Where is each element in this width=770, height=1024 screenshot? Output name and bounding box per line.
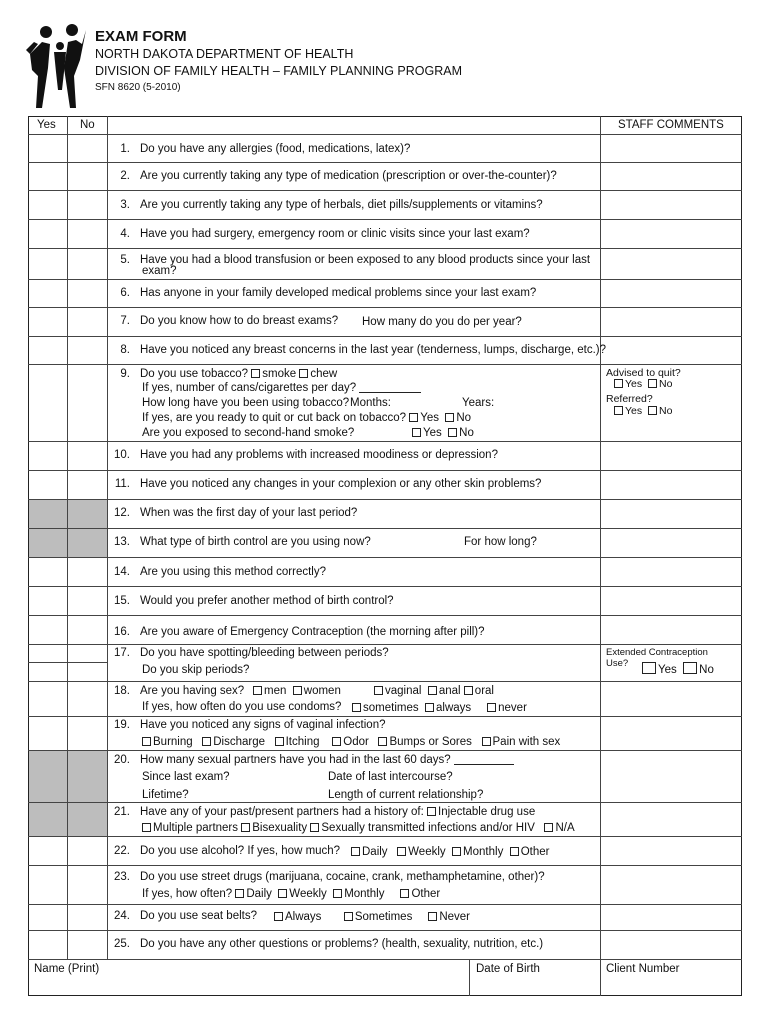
question-18-condoms: If yes, how often do you use condoms? [142, 701, 342, 713]
question-6: 6. Has anyone in your family developed medical problems since your last exam? [120, 287, 537, 299]
name-print-field[interactable]: Name (Print) [34, 963, 100, 975]
question-24: 24. Do you use seat belts? [114, 910, 257, 922]
question-18: 18. Are you having sex? [114, 685, 245, 697]
partners-60-days-field[interactable] [454, 754, 514, 765]
staff-comments-header: STAFF COMMENTS [618, 119, 724, 131]
drugs-other-checkbox[interactable] [400, 889, 409, 898]
question-22: 22. Do you use alcohol? If yes, how much? [114, 845, 341, 857]
question-4: 4. Have you had surgery, emergency room or clinic visits since your last exam? [120, 228, 530, 240]
alcohol-options: Daily Weekly Monthly Other [351, 846, 549, 858]
sti-checkbox[interactable] [310, 823, 319, 832]
oral-checkbox[interactable] [464, 686, 473, 695]
question-18-partners: men women [253, 685, 341, 697]
question-1: 1. Do you have any allergies (food, medications, latex)? [120, 143, 411, 155]
yes-no-divider [67, 116, 68, 960]
referred-label: Referred? [606, 393, 653, 405]
question-3: 3. Are you currently taking any type of herbals, diet pills/supplements or vitamins? [120, 199, 543, 211]
question-23-frequency: If yes, how often? Daily Weekly Monthly Other [142, 888, 441, 900]
question-19: 19. Have you noticed any signs of vaginal infection? [114, 719, 386, 731]
amount-field[interactable] [359, 382, 421, 393]
no-question-divider [107, 116, 108, 960]
shaded-cells-20-21 [29, 750, 108, 836]
question-20-since: Since last exam? [142, 771, 230, 783]
form-number: SFN 8620 (5-2010) [95, 82, 181, 93]
advised-options: Yes No [614, 378, 672, 390]
family-figures-logo [24, 20, 94, 112]
men-checkbox[interactable] [253, 686, 262, 695]
question-20: 20. How many sexual partners have you had in the last 60 days? [110, 754, 514, 766]
question-14: 14. Are you using this method correctly? [114, 566, 327, 578]
date-of-birth-field[interactable]: Date of Birth [476, 963, 540, 975]
na-checkbox[interactable] [544, 823, 553, 832]
question-17b: Do you skip periods? [142, 664, 250, 676]
secondhand-options: Yes No [412, 427, 474, 439]
seatbelt-options: Always Sometimes Never [274, 911, 470, 923]
quit-yes-checkbox[interactable] [409, 413, 418, 422]
referred-yes-checkbox[interactable] [614, 406, 623, 415]
question-8: 8. Have you noticed any breast concerns in the last year (tenderness, lumps, discharge, etc.)? [120, 344, 606, 356]
seatbelt-always-checkbox[interactable] [274, 912, 283, 921]
question-10: 10. Have you had any problems with increased moodiness or depression? [114, 449, 498, 461]
question-7: 7. Do you know how to do breast exams? [120, 315, 339, 327]
question-5-cont: exam? [142, 265, 177, 277]
form-title: EXAM FORM [95, 28, 187, 45]
client-number-field[interactable]: Client Number [606, 963, 680, 975]
question-17: 17. Do you have spotting/bleeding between periods? [114, 647, 389, 659]
condom-sometimes-checkbox[interactable] [352, 703, 361, 712]
secondhand-no-checkbox[interactable] [448, 428, 457, 437]
discharge-checkbox[interactable] [202, 737, 211, 746]
bumps-checkbox[interactable] [378, 737, 387, 746]
bisexuality-checkbox[interactable] [241, 823, 250, 832]
condom-options: sometimes always never [352, 702, 527, 714]
multiple-partners-checkbox[interactable] [142, 823, 151, 832]
condom-never-checkbox[interactable] [487, 703, 496, 712]
years-label: Years: [462, 397, 495, 409]
vaginal-checkbox[interactable] [374, 686, 383, 695]
staff-divider [600, 116, 601, 960]
ec-yes-checkbox[interactable] [642, 662, 656, 674]
question-21: 21. Have any of your past/present partners had a history of: Injectable drug use [114, 806, 536, 818]
alcohol-monthly-checkbox[interactable] [452, 847, 461, 856]
extended-contraception-label: Extended Contraception [606, 647, 708, 658]
question-20-lifetime: Lifetime? [142, 789, 189, 801]
question-20-date: Date of last intercourse? [328, 771, 453, 783]
referred-options: Yes No [614, 405, 672, 417]
question-12: 12. When was the first day of your last period? [114, 507, 358, 519]
question-9: 9. Do you use tobacco? smoke chew [120, 368, 338, 380]
department-name: NORTH DAKOTA DEPARTMENT OF HEALTH [95, 47, 354, 61]
advised-yes-checkbox[interactable] [614, 379, 623, 388]
advised-no-checkbox[interactable] [648, 379, 657, 388]
question-16: 16. Are you aware of Emergency Contraception (the morning after pill)? [114, 626, 485, 638]
ec-no-checkbox[interactable] [683, 662, 697, 674]
question-5: 5. Have you had a blood transfusion or been exposed to any blood products since your last [120, 254, 591, 266]
itching-checkbox[interactable] [275, 737, 284, 746]
footer-divider-1 [469, 960, 470, 996]
question-23: 23. Do you use street drugs (marijuana, cocaine, crank, methamphetamine, other)? [114, 871, 545, 883]
seatbelt-never-checkbox[interactable] [428, 912, 437, 921]
injectable-checkbox[interactable] [427, 807, 436, 816]
advised-to-quit-label: Advised to quit? [606, 367, 681, 379]
chew-checkbox[interactable] [299, 369, 308, 378]
infection-options: Burning Discharge Itching Odor Bumps or Sores Pain with sex [142, 736, 560, 748]
smoke-checkbox[interactable] [251, 369, 260, 378]
no-column-header: No [80, 119, 95, 131]
anal-checkbox[interactable] [428, 686, 437, 695]
question-15: 15. Would you prefer another method of birth control? [114, 595, 394, 607]
months-label: Months: [350, 397, 391, 409]
ec-options: Yes No [642, 662, 714, 676]
alcohol-weekly-checkbox[interactable] [397, 847, 406, 856]
alcohol-other-checkbox[interactable] [510, 847, 519, 856]
question-2: 2. Are you currently taking any type of medication (prescription or over-the-counter)? [120, 170, 557, 182]
footer-divider-2 [600, 960, 601, 996]
question-18-types: vaginal anal oral [374, 685, 494, 697]
pain-checkbox[interactable] [482, 737, 491, 746]
referred-no-checkbox[interactable] [648, 406, 657, 415]
question-13: 13. What type of birth control are you using now? [114, 536, 371, 548]
use-label: Use? [606, 658, 629, 669]
women-checkbox[interactable] [293, 686, 302, 695]
partner-history-options: Multiple partners Bisexuality Sexually transmitted infections and/or HIV N/A [142, 822, 575, 834]
seatbelt-sometimes-checkbox[interactable] [344, 912, 353, 921]
alcohol-daily-checkbox[interactable] [351, 847, 360, 856]
division-name: DIVISION OF FAMILY HEALTH – FAMILY PLANNING PROGRAM [95, 64, 462, 78]
drugs-monthly-checkbox[interactable] [333, 889, 342, 898]
condom-always-checkbox[interactable] [425, 703, 434, 712]
question-20-relationship: Length of current relationship? [328, 789, 484, 801]
question-9-amount: If yes, number of cans/cigarettes per day? [142, 382, 421, 394]
odor-checkbox[interactable] [332, 737, 341, 746]
question-13-duration: For how long? [464, 536, 537, 548]
quit-no-checkbox[interactable] [445, 413, 454, 422]
drugs-weekly-checkbox[interactable] [278, 889, 287, 898]
drugs-daily-checkbox[interactable] [235, 889, 244, 898]
question-9-secondhand: Are you exposed to second-hand smoke? [142, 427, 355, 439]
question-9-quit: If yes, are you ready to quit or cut back on tobacco? Yes No [142, 412, 472, 424]
burning-checkbox[interactable] [142, 737, 151, 746]
question-9-duration: How long have you been using tobacco? [142, 397, 350, 409]
question-7-frequency: How many do you do per year? [362, 316, 522, 328]
secondhand-yes-checkbox[interactable] [412, 428, 421, 437]
question-11: 11. Have you noticed any changes in your complexion or any other skin problems? [114, 478, 542, 490]
question-25: 25. Do you have any other questions or problems? (health, sexuality, nutrition, etc.) [114, 938, 544, 950]
yes-column-header: Yes [37, 119, 56, 131]
